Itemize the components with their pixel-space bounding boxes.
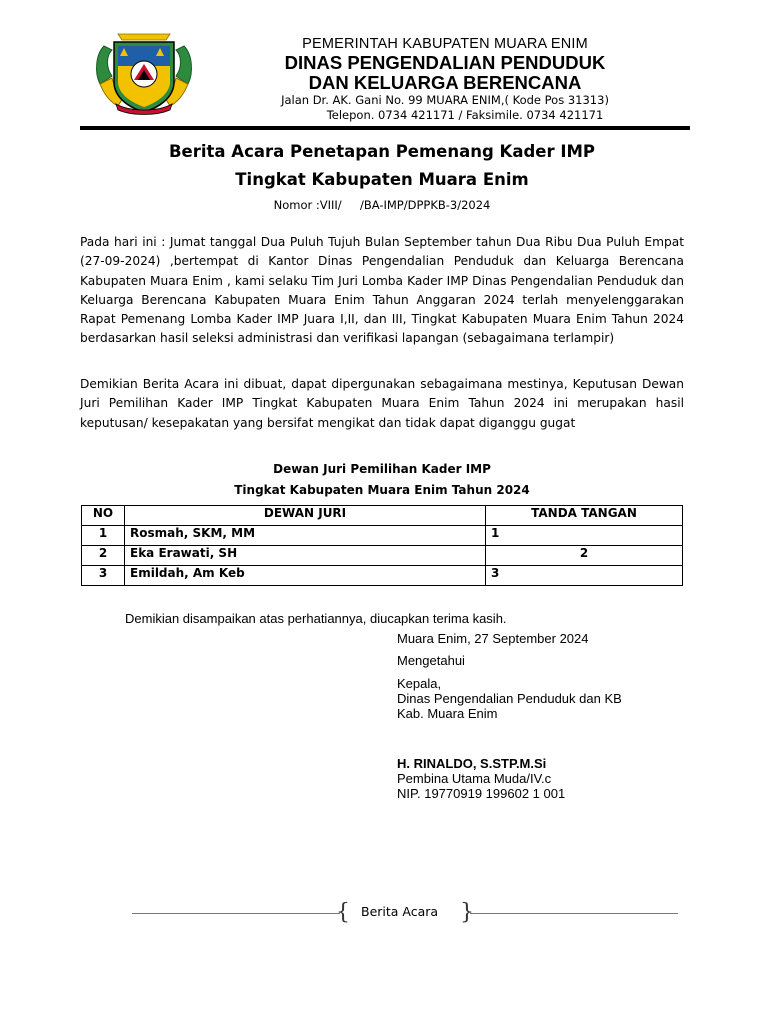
jury-caption-2: Tingkat Kabupaten Muara Enim Tahun 2024 — [234, 483, 530, 497]
document-subtitle: Tingkat Kabupaten Muara Enim — [235, 170, 529, 189]
footer-line-left — [132, 913, 340, 914]
footer-label: Berita Acara — [361, 904, 439, 919]
letterhead-phone: Telepon. 0734 421171 / Faksimile. 0734 421171 — [326, 108, 604, 122]
signer-position-3: Kab. Muara Enim — [397, 706, 498, 721]
jury-table — [81, 505, 683, 586]
signer-position-2: Dinas Pengendalian Penduduk dan KB — [397, 691, 622, 706]
row-signature: 2 — [486, 546, 683, 566]
table-row — [82, 566, 683, 586]
header-jury: DEWAN JURI — [125, 506, 486, 526]
footer-brace-left-icon: { — [336, 900, 350, 925]
letterhead-agency-line2: DAN KELUARGA BERENCANA — [308, 72, 582, 93]
letterhead-agency-line1: DINAS PENGENDALIAN PENDUDUK — [284, 52, 606, 73]
signer-name: H. RINALDO, S.STP.M.Si — [397, 756, 547, 771]
closing-text: Demikian disampaikan atas perhatiannya, diucapkan terima kasih. — [125, 611, 507, 626]
jury-caption-1: Dewan Juri Pemilihan Kader IMP — [273, 462, 491, 476]
body-paragraph-2: Demikian Berita Acara ini dibuat, dapat dipergunakan sebagaimana mestinya, Keputusan Dewan Juri Pemilihan Kader IMP Tingkat Kabupaten Muara Enim Tahun 2024 ini merupakan hasil keputusan/ kesepakatan yang bersifat mengikat dan tidak dapat diganggu gugat — [80, 377, 684, 430]
body-paragraph-1: Pada hari ini : Jumat tanggal Dua Puluh Tujuh Bulan September tahun Dua Ribu Dua Puluh Empat (27-09-2024) ,bertempat di Kantor Dinas Pengendalian Penduduk dan Keluarga Berencana Kabupaten Muara Enim , kami selaku Tim Juri Lomba Kader IMP Dinas Pengendalian Penduduk dan Keluarga Berencana Kabupaten Muara Enim Tahun Anggaran 2024 terlah menyelenggarakan Rapat Pemenang Lomba Kader IMP Juara I,II, dan III, Tingkat Kabupaten Muara Enim Tahun 2024 berdasarkan hasil seleksi administrasi dan verifikasi lapangan (sebagaimana terlampir) — [80, 235, 684, 346]
place-date: Muara Enim, 27 September 2024 — [397, 631, 589, 646]
row-jury-name: Emildah, Am Keb — [125, 566, 486, 586]
letterhead-divider — [80, 126, 690, 130]
jury-table-header — [82, 506, 683, 526]
footer-brace-right-icon: } — [460, 900, 474, 925]
row-jury-name: Eka Erawati, SH — [125, 546, 486, 566]
acknowledged-label: Mengetahui — [397, 653, 465, 668]
row-no: 2 — [82, 546, 125, 566]
letterhead-address: Jalan Dr. AK. Gani No. 99 MUARA ENIM,( Kode Pos 31313) — [281, 93, 609, 107]
regency-logo — [94, 32, 194, 116]
signer-rank: Pembina Utama Muda/IV.c — [397, 771, 552, 786]
header-signature: TANDA TANGAN — [486, 506, 683, 526]
row-no: 1 — [82, 526, 125, 546]
header-no: NO — [82, 506, 125, 526]
table-row — [82, 546, 683, 566]
signer-position-1: Kepala, — [397, 676, 442, 691]
signer-nip: NIP. 19770919 199602 1 001 — [397, 786, 566, 801]
row-no: 3 — [82, 566, 125, 586]
document-title: Berita Acara Penetapan Pemenang Kader IMP — [168, 142, 595, 161]
row-signature: 1 — [486, 526, 683, 546]
document-number: Nomor :VIII/ /BA-IMP/DPPKB-3/2024 — [273, 198, 491, 212]
letterhead-government: PEMERINTAH KABUPATEN MUARA ENIM — [302, 36, 588, 52]
table-row — [82, 526, 683, 546]
row-jury-name: Rosmah, SKM, MM — [125, 526, 486, 546]
row-signature: 3 — [486, 566, 683, 586]
footer-line-right — [470, 913, 678, 914]
